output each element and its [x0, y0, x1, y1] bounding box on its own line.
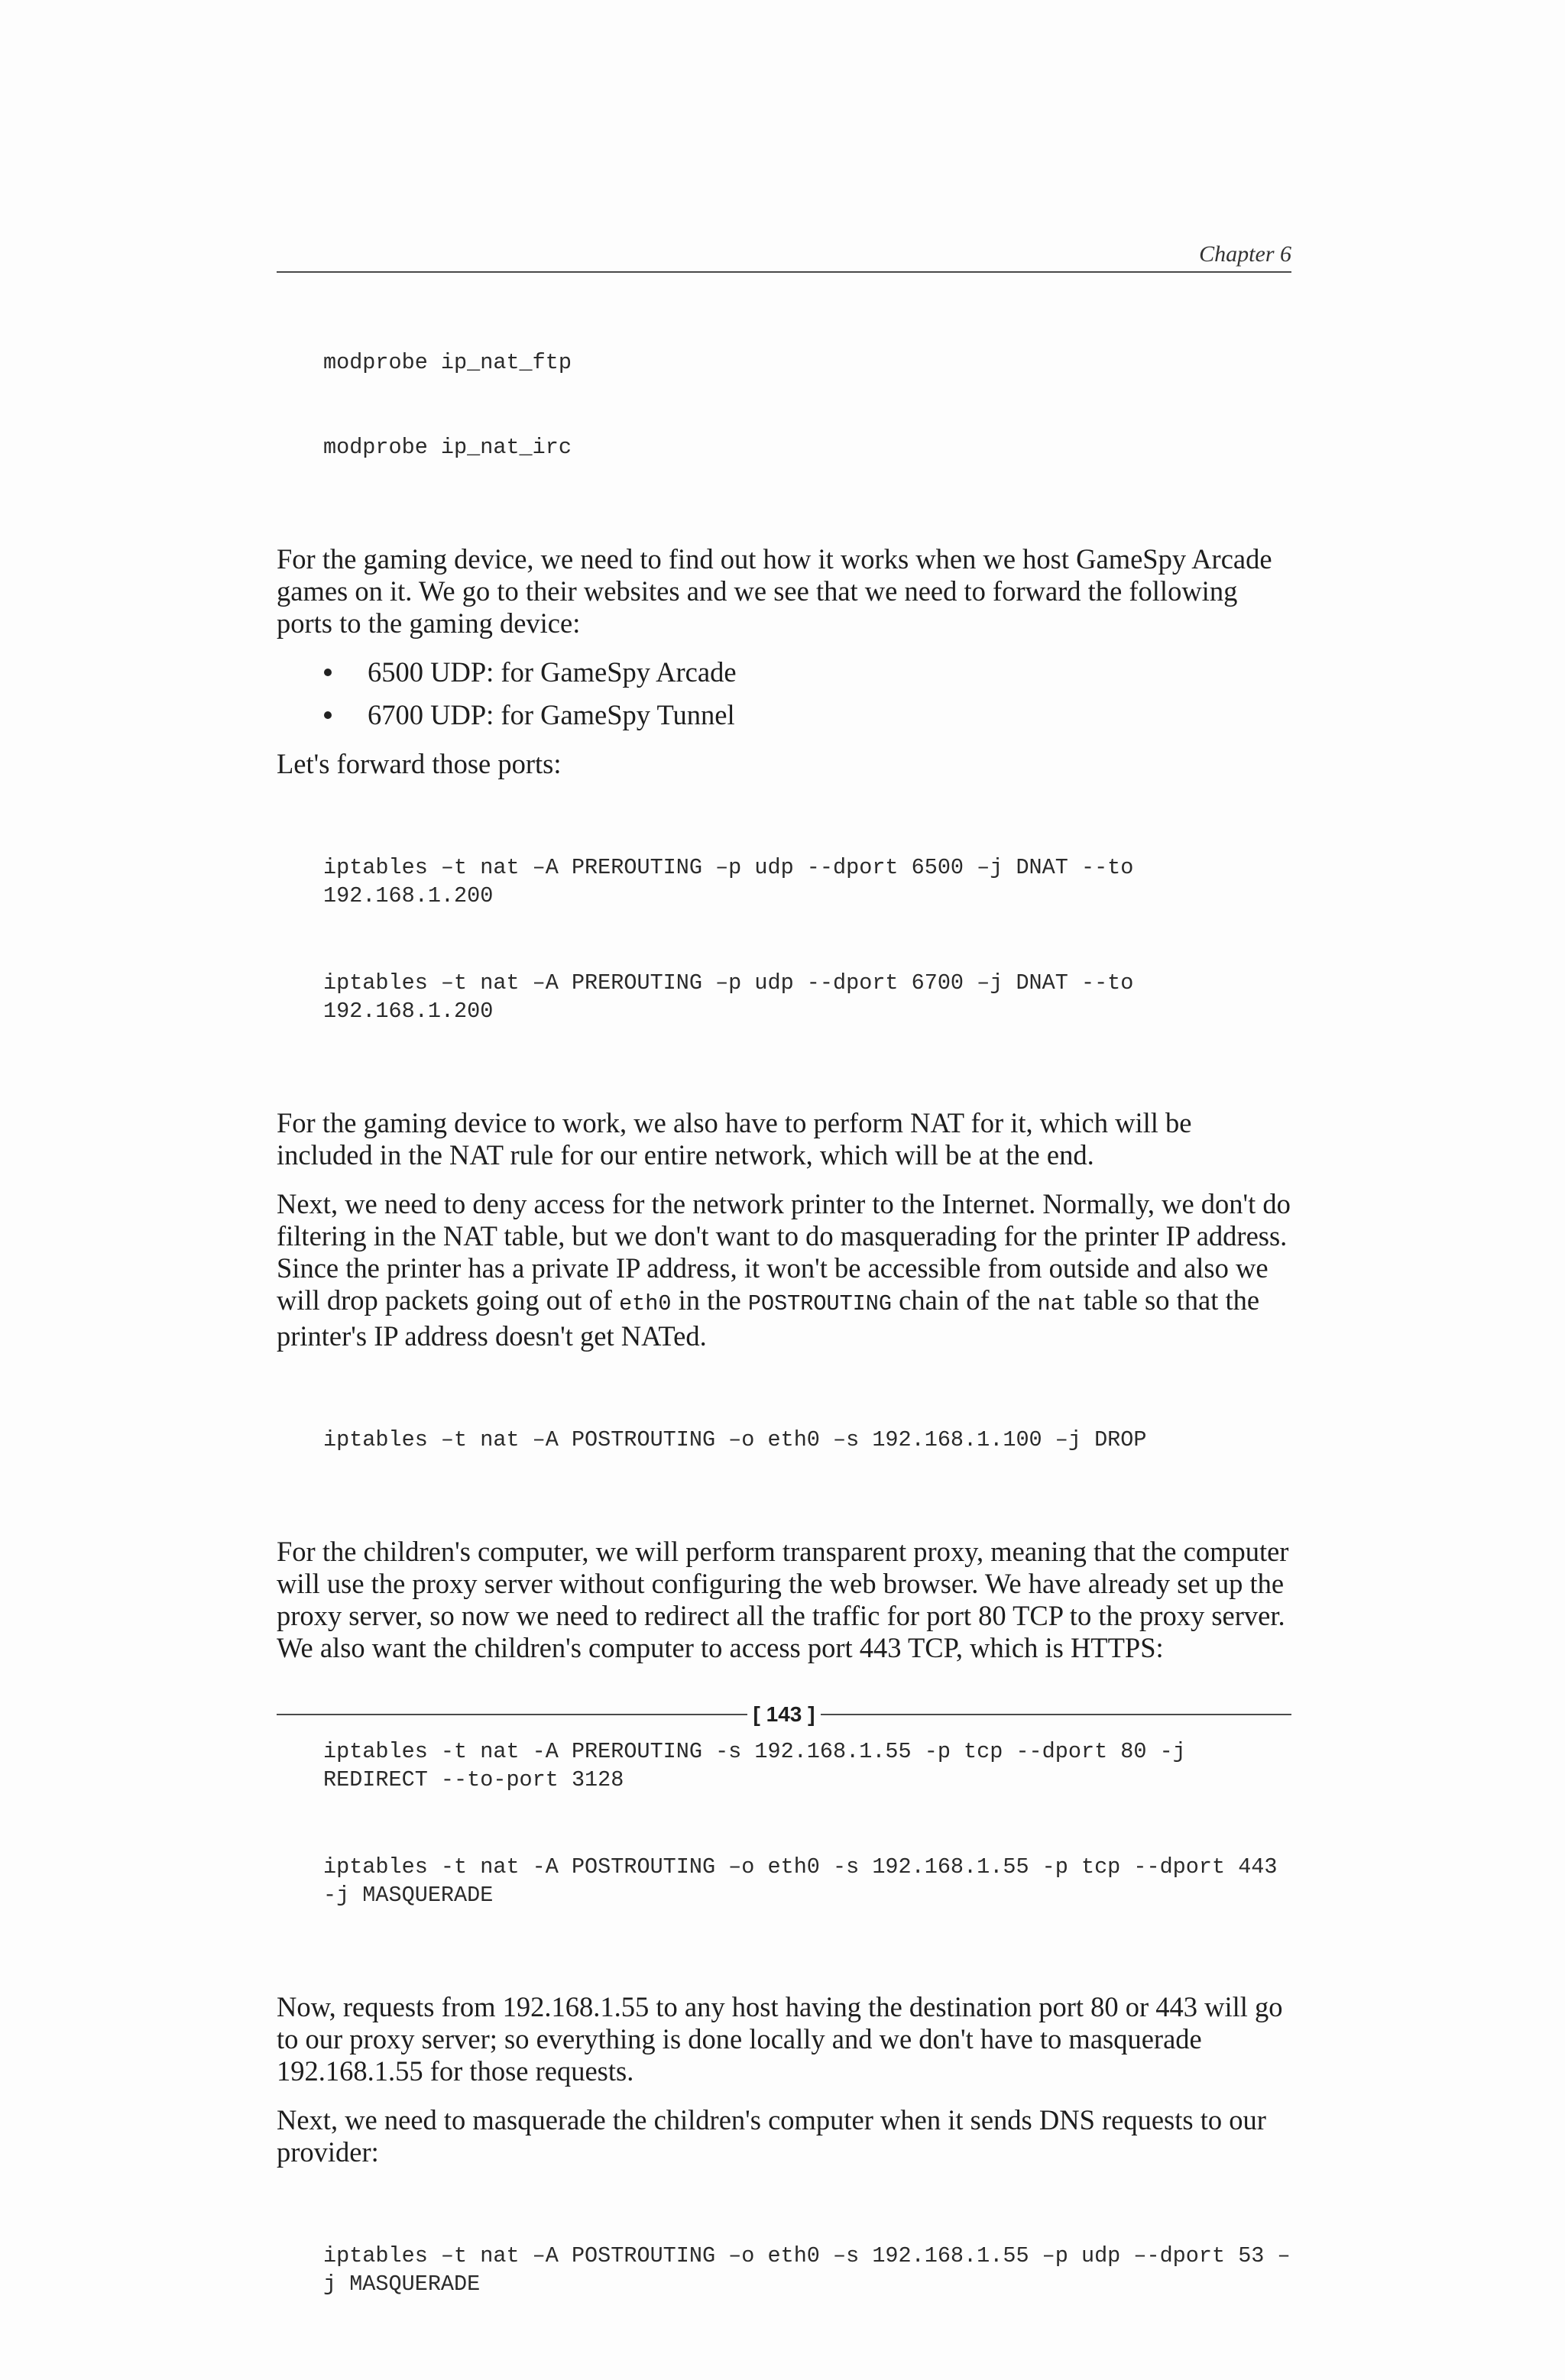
code-block-drop	[323, 1369, 1291, 1511]
list-item	[277, 656, 1291, 688]
chapter-header: Chapter 6	[1199, 241, 1291, 267]
code-line: iptables -t nat -A POSTROUTING –o eth0 -s 192.168.1.55 -p tcp --dport 443 -j MASQUERADE	[323, 1854, 1291, 1908]
footer-rule-right	[821, 1714, 1291, 1715]
paragraph-forward-ports: Let's forward those ports:	[277, 748, 562, 779]
list-item	[277, 699, 1291, 731]
code-line: iptables -t nat -A PREROUTING -s 192.168.1.55 -p tcp --dport 80 -j REDIRECT --to-port 3128	[323, 1739, 1199, 1792]
page-content	[277, 292, 1291, 2380]
code-line: iptables –t nat –A POSTROUTING –o eth0 –s 192.168.1.100 –j DROP	[323, 1427, 1147, 1452]
code-block-modprobe	[323, 292, 1291, 518]
code-line: modprobe ip_nat_irc	[323, 435, 572, 460]
page-number: [ 143 ]	[753, 1702, 815, 1726]
paragraph-requests: Now, requests from 192.168.1.55 to any host having the destination port 80 or 443 will go to our proxy server; so everything is done locally and we don't have to masquerade 192.168.1.55 for those requests.	[277, 1991, 1283, 2087]
bullet-icon	[324, 669, 332, 676]
paragraph-gaming-device: For the gaming device, we need to find out how it works when we host GameSpy Arcade games on it. We go to their websites and we see that we need to forward the following ports to the gaming device:	[277, 543, 1272, 639]
list-item-text: 6700 UDP: for GameSpy Tunnel	[368, 699, 735, 730]
text-run: Next, we need to deny access for the network printer to the Internet. Normally, we don't do filtering in the NAT table, but we don't want to do masquerading for the printer IP address. Since the printer has a private IP address, it won't be accessible from outside and also we will drop packets going out of	[277, 1188, 1291, 1316]
text-run: chain of the	[892, 1284, 1038, 1316]
text-run: in the	[671, 1284, 748, 1316]
list-item-text: 6500 UDP: for GameSpy Arcade	[368, 656, 737, 688]
inline-code-nat: nat	[1037, 1291, 1077, 1316]
paragraph-dns: Next, we need to masquerade the children's computer when it sends DNS requests to our provider:	[277, 2104, 1266, 2168]
bullet-icon	[324, 711, 332, 719]
inline-code-eth0: eth0	[619, 1291, 672, 1316]
code-block-dnat	[323, 797, 1291, 1082]
code-line: iptables –t nat –A PREROUTING –p udp --dport 6700 –j DNAT --to 192.168.1.200	[323, 970, 1147, 1024]
footer-rule-left	[277, 1714, 747, 1715]
header-rule	[277, 271, 1291, 273]
code-line: iptables –t nat –A PREROUTING –p udp --dport 6500 –j DNAT --to 192.168.1.200	[323, 855, 1147, 908]
code-line: iptables –t nat –A POSTROUTING –o eth0 –s 192.168.1.55 –p udp –-dport 53 –j MASQUERADE	[323, 2243, 1291, 2297]
code-block-dns	[323, 2185, 1291, 2355]
text-run: table so that the printer's IP address doesn't get NATed.	[277, 1284, 1260, 1352]
ports-bullet-list	[277, 656, 1291, 731]
paragraph-transparent-proxy: For the children's computer, we will perform transparent proxy, meaning that the computer will use the proxy server without configuring the web browser. We have already set up the proxy server, so now we need to redirect all the traffic for port 80 TCP to the proxy server. We also want the children's computer to access port 443 TCP, which is HTTPS:	[277, 1536, 1289, 1663]
paragraph-printer	[277, 1188, 1291, 1352]
inline-code-postrouting: POSTROUTING	[747, 1291, 892, 1316]
paragraph-nat-gaming: For the gaming device to work, we also have to perform NAT for it, which will be included in the NAT rule for our entire network, which will be at the end.	[277, 1107, 1192, 1171]
page-footer	[277, 1702, 1291, 1727]
code-line: modprobe ip_nat_ftp	[323, 350, 572, 375]
